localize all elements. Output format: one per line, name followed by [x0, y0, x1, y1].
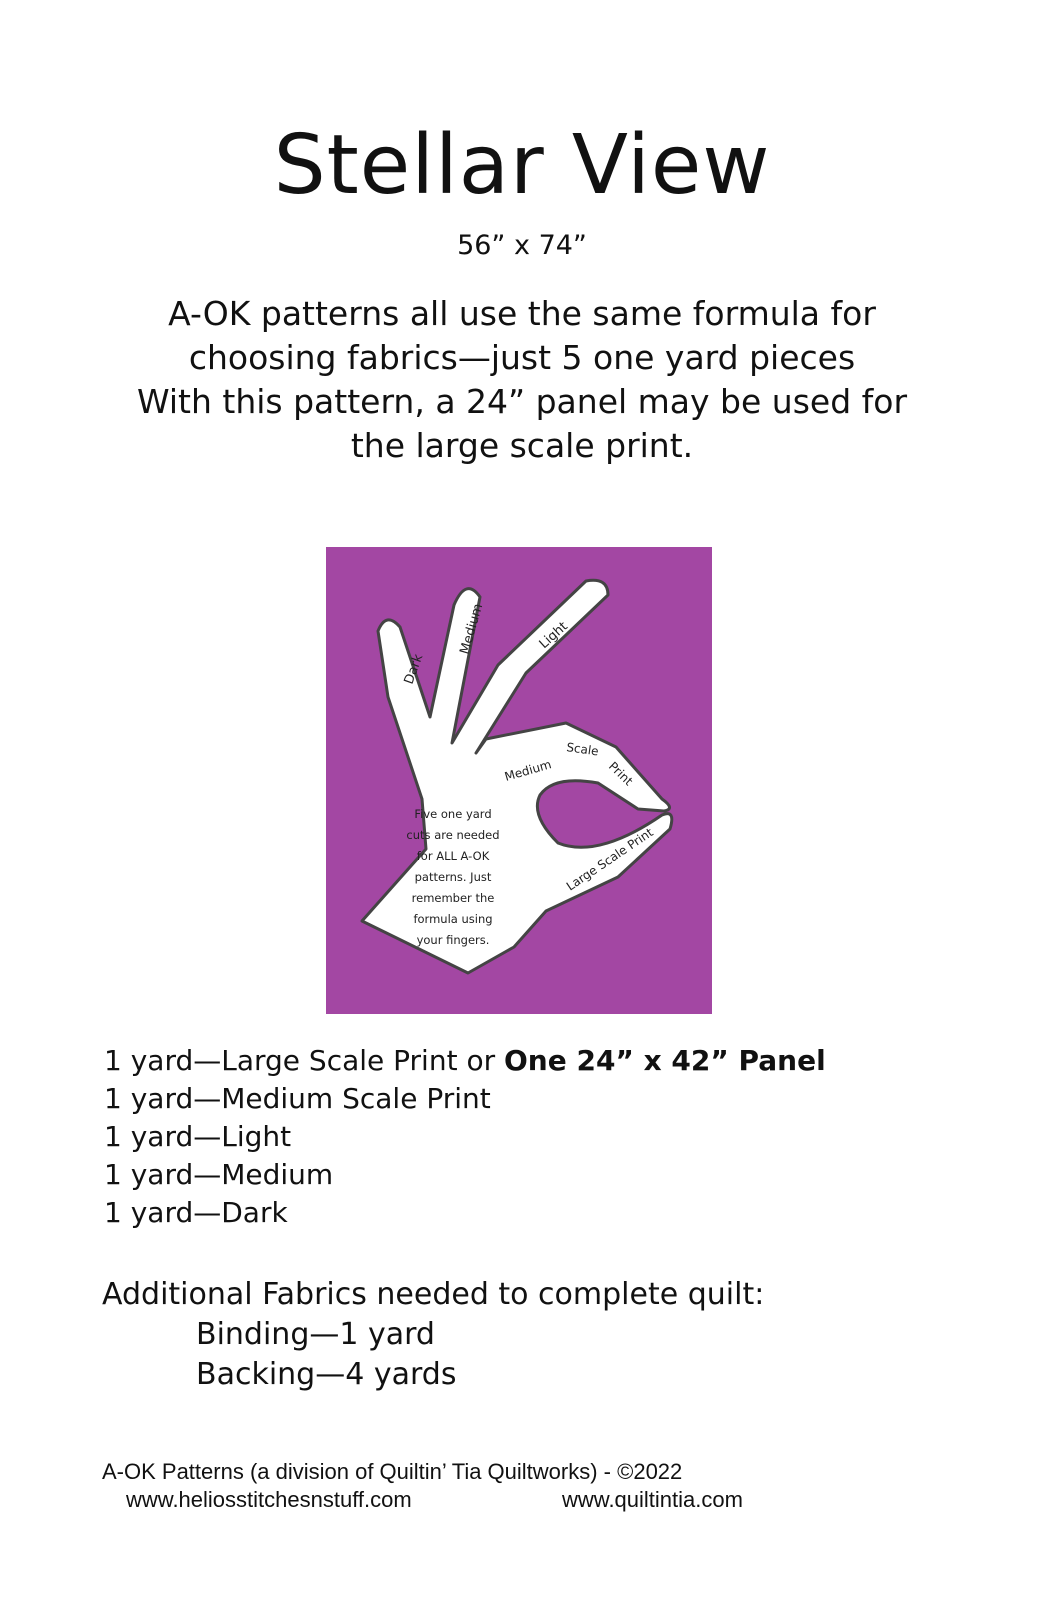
palm-text-line: remember the — [411, 891, 495, 905]
intro-line: the large scale print. — [350, 426, 694, 465]
palm-text-line: Five one yard — [414, 807, 492, 821]
additional-heading: Additional Fabrics needed to complete quilt: — [102, 1277, 765, 1312]
footer — [102, 1458, 942, 1514]
additional-item: Backing—4 yards — [196, 1357, 457, 1392]
additional-fabrics — [102, 1275, 764, 1395]
copyright-text: A-OK Patterns (a division of Quiltin’ Tia Quiltworks) - ©2022 — [102, 1459, 683, 1484]
requirement-bold-text: One 24” x 42” Panel — [504, 1044, 826, 1077]
ok-hand-illustration — [326, 547, 712, 1014]
palm-text-line: your fingers. — [416, 933, 490, 947]
finger-label-dark: Dark — [401, 652, 427, 687]
intro-line: A-OK patterns all use the same formula for — [168, 294, 876, 333]
footer-links — [102, 1486, 942, 1514]
finger-label-medium-scale-1: Medium — [502, 757, 553, 784]
palm-text-line: formula using — [413, 912, 493, 926]
requirement-item: 1 yard—Dark — [104, 1196, 288, 1229]
quilt-dimensions: 56” x 74” — [457, 230, 587, 261]
finger-label-medium-scale-2: Scale — [565, 740, 600, 759]
fabric-requirements-list — [104, 1042, 826, 1232]
finger-label-light: Light — [536, 619, 571, 652]
requirement-item: 1 yard—Light — [104, 1120, 292, 1153]
requirement-item: 1 yard—Medium Scale Print — [104, 1082, 491, 1115]
finger-label-medium: Medium — [457, 601, 487, 657]
intro-line: With this pattern, a 24” panel may be used for — [136, 382, 908, 421]
palm-text-line: for ALL A-OK — [416, 849, 490, 863]
intro-line: choosing fabrics—just 5 one yard pieces — [188, 338, 856, 377]
palm-text-line: patterns. Just — [414, 870, 492, 884]
additional-item: Binding—1 yard — [196, 1317, 435, 1352]
requirement-item: 1 yard—Medium — [104, 1158, 334, 1191]
finger-label-medium-scale-3: Print — [605, 759, 636, 789]
requirement-item — [104, 1042, 826, 1080]
website-link-quiltintia[interactable]: www.quiltintia.com — [562, 1487, 743, 1512]
pattern-title: Stellar View — [273, 118, 771, 213]
website-link-helios[interactable]: www.heliosstitchesnstuff.com — [126, 1487, 412, 1512]
requirement-text: 1 yard—Large Scale Print or — [104, 1044, 504, 1077]
finger-label-large-scale: Large Scale Print — [563, 825, 656, 894]
palm-text-line: cuts are needed — [406, 828, 500, 842]
intro-text — [80, 292, 964, 468]
